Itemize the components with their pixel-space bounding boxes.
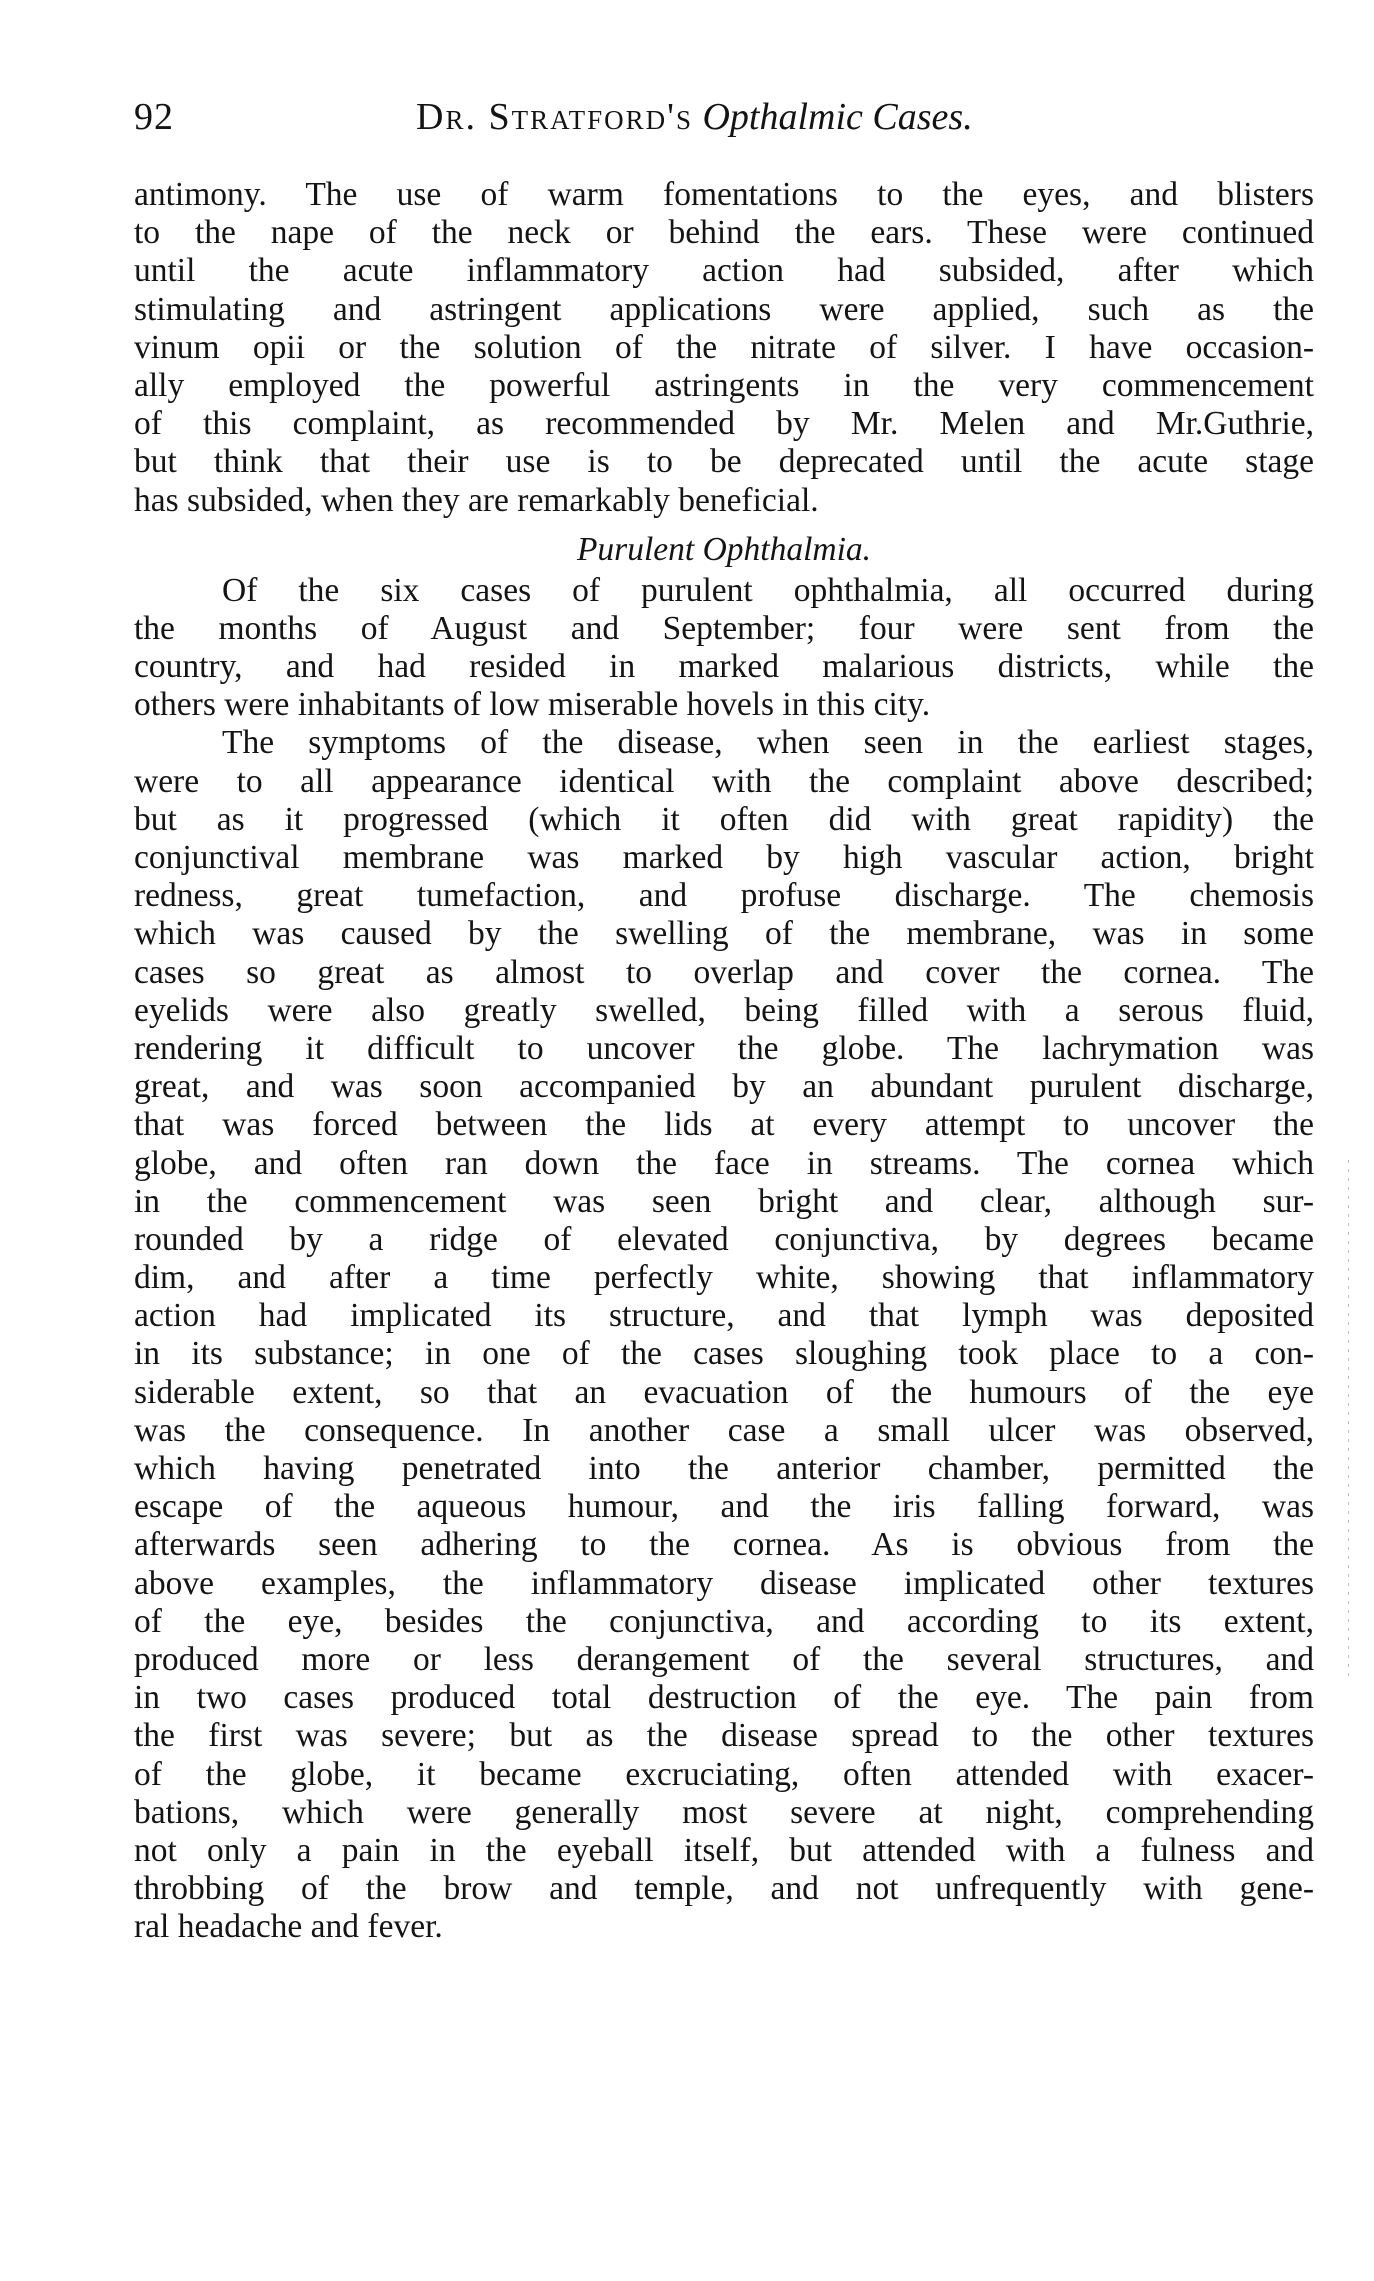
text-line: others were inhabitants of low miserable hovels in this city. bbox=[134, 686, 931, 724]
text-line: above examples, the inflammatory disease implicated other textures bbox=[134, 1564, 1314, 1602]
text-line: has subsided, when they are remarkably beneficial. bbox=[134, 481, 819, 519]
text-line: in its substance; in one of the cases sloughing took place to a con- bbox=[134, 1335, 1314, 1373]
text-line: Of the six cases of purulent ophthalmia, all occurred during bbox=[222, 571, 1314, 609]
text-line: country, and had resided in marked malarious districts, while the bbox=[134, 648, 1314, 686]
text-line: but as it progressed (which it often did with great rapidity) the bbox=[134, 800, 1314, 838]
text-line: were to all appearance identical with the complaint above described; bbox=[134, 762, 1314, 800]
text-line: stimulating and astringent applications were applied, such as the bbox=[134, 290, 1314, 328]
running-head-title: Opthalmic Cases. bbox=[702, 96, 973, 138]
section-heading: Purulent Ophthalmia. bbox=[576, 530, 872, 568]
text-line: which having penetrated into the anterior chamber, permitted the bbox=[134, 1450, 1314, 1487]
text-line: action had implicated its structure, and that lymph was deposited bbox=[134, 1297, 1314, 1335]
text-line: vinum opii or the solution of the nitrate of silver. I have occasion- bbox=[134, 328, 1314, 366]
text-line: eyelids were also greatly swelled, being filled with a serous fluid, bbox=[134, 991, 1314, 1029]
text-line: that was forced between the lids at every attempt to uncover the bbox=[134, 1106, 1314, 1144]
running-head bbox=[416, 95, 973, 139]
page-number: 92 bbox=[134, 96, 174, 138]
text-line: dim, and after a time perfectly white, showing that inflammatory bbox=[134, 1259, 1314, 1297]
text-line: ally employed the powerful astringents in the very commencement bbox=[134, 366, 1314, 404]
text-line: rounded by a ridge of elevated conjunctiva, by degrees became bbox=[134, 1220, 1314, 1258]
body-text bbox=[134, 176, 1314, 1946]
text-line: not only a pain in the eyeball itself, but attended with a fulness and bbox=[134, 1831, 1314, 1869]
text-line: bations, which were generally most severe at night, comprehending bbox=[134, 1793, 1314, 1831]
text-line: globe, and often ran down the face in streams. The cornea which bbox=[134, 1144, 1314, 1182]
text-line: of this complaint, as recommended by Mr. Melen and Mr.Guthrie, bbox=[134, 405, 1314, 443]
text-line: afterwards seen adhering to the cornea. As is obvious from the bbox=[134, 1526, 1314, 1564]
text-line: escape of the aqueous humour, and the iris falling forward, was bbox=[134, 1488, 1314, 1526]
text-line: of the globe, it became excruciating, often attended with exacer- bbox=[134, 1755, 1314, 1793]
text-line: but think that their use is to be deprecated until the acute stage bbox=[134, 443, 1314, 481]
text-line: ral headache and fever. bbox=[134, 1908, 443, 1946]
text-line: redness, great tumefaction, and profuse discharge. The chemosis bbox=[134, 877, 1314, 915]
text-line: the months of August and September; four were sent from the bbox=[134, 609, 1314, 647]
text-line: the first was severe; but as the disease spread to the other textures bbox=[134, 1717, 1314, 1755]
running-head-author: Dr. Stratford's bbox=[416, 96, 693, 138]
text-line: to the nape of the neck or behind the ears. These were continued bbox=[134, 214, 1314, 252]
text-line: was the consequence. In another case a small ulcer was observed, bbox=[134, 1411, 1314, 1449]
paragraph-symptoms bbox=[134, 724, 1314, 1946]
text-line: antimony. The use of warm fomentations to the eyes, and blisters bbox=[134, 176, 1314, 213]
text-line: until the acute inflammatory action had subsided, after which bbox=[134, 252, 1314, 290]
scan-margin-mark bbox=[1348, 1160, 1349, 1680]
paragraph-continuation bbox=[134, 176, 1314, 520]
paragraph-cases bbox=[134, 572, 1314, 725]
text-line: in two cases produced total destruction of the eye. The pain from bbox=[134, 1679, 1314, 1717]
text-line: cases so great as almost to overlap and cover the cornea. The bbox=[134, 953, 1314, 991]
text-line: great, and was soon accompanied by an abundant purulent discharge, bbox=[134, 1068, 1314, 1106]
text-line: throbbing of the brow and temple, and not unfrequently with gene- bbox=[134, 1870, 1314, 1908]
text-line: The symptoms of the disease, when seen in the earliest stages, bbox=[222, 724, 1314, 762]
text-line: of the eye, besides the conjunctiva, and according to its extent, bbox=[134, 1602, 1314, 1640]
text-line: conjunctival membrane was marked by high vascular action, bright bbox=[134, 839, 1314, 876]
text-line: rendering it difficult to uncover the globe. The lachrymation was bbox=[134, 1029, 1314, 1067]
text-line: produced more or less derangement of the several structures, and bbox=[134, 1640, 1314, 1678]
text-line: siderable extent, so that an evacuation of the humours of the eye bbox=[134, 1373, 1314, 1411]
text-line: which was caused by the swelling of the membrane, was in some bbox=[134, 915, 1314, 953]
text-line: in the commencement was seen bright and clear, although sur- bbox=[134, 1182, 1314, 1220]
page-header bbox=[134, 95, 1314, 155]
